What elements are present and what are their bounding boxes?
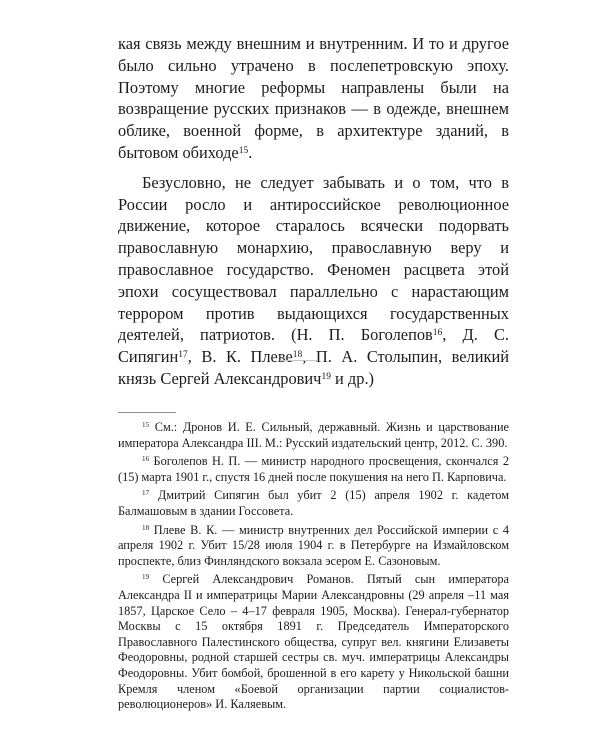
footnote-number: 16 — [142, 455, 150, 464]
footnote-number: 19 — [142, 573, 150, 582]
footnote-ref-17[interactable]: 17 — [178, 349, 188, 360]
footnotes — [118, 420, 509, 716]
footnote-text: Плеве В. К. — министр внутренних дел Российской империи с 4 апреля 1902 г. Убит 15/28 июля 1904 г. в Петербурге на Измайловском проспекте, близ Финляндского вокзала эсером Е. Сазоновым. — [118, 522, 509, 568]
footnote-19 — [118, 572, 509, 712]
footnote-text: См.: Дронов И. Е. Сильный, державный. Жизнь и царствование императора Александра III. М.: Русский издательский центр, 2012. С. 390. — [118, 420, 509, 450]
footnote-text: Сергей Александрович Романов. Пятый сын императора Александра II и императрицы Марии Александровны (29 апреля –11 мая 1857, Царское Село – 4–17 февраля 1905, Москва). Генерал-губернатор Москвы с 15 октября 1891 г. Председатель Императорского Православного Палестинского общества, супруг вел. княгини Елизаветы Феодоровны, родной старшей сестры св. муч. императрицы Александры Феодоровны. Убит бомбой, брошенной в его карету у Никольской башни Кремля членом «Боевой организации партии социалистов-революционеров» И. Каляевым. — [118, 572, 509, 712]
main-text — [118, 33, 509, 390]
footnote-16 — [118, 454, 509, 485]
paragraph-1-text: кая связь между внешним и внутренним. И то и другое было сильно утрачено в послепетровскую эпоху. Поэтому многие реформы направлены были на возвращение русских признаков — в одежде, внешнем облике, военной форме, в архитектуре зданий, в бытовом обиходе — [118, 34, 509, 162]
paragraph-1 — [118, 33, 509, 164]
footnote-ref-15[interactable]: 15 — [238, 145, 249, 156]
footnote-text: Боголепов Н. П. — министр народного просвещения, скончался 2 (15) марта 1901 г., спустя 16 дней после покушения на него П. Карповича. — [118, 454, 509, 484]
footnote-number: 15 — [142, 421, 150, 430]
paragraph-2-text-a: Безусловно, не следует забывать и о том, что в России росло и антироссийское революционное движение, которое старалось всячески подорвать православную монархию, православную веру и православное государство. Феномен расцвета этой эпохи сосуществовал параллельно с нарастающим террором против выдающихся государственных деятелей, патриотов. (Н. П. Боголепов — [118, 172, 509, 345]
section-separator — [280, 360, 318, 361]
footnote-text: Дмитрий Сипягин был убит 2 (15) апреля 1902 г. кадетом Балмашовым в здании Госсовета. — [118, 488, 509, 518]
footnote-rule — [118, 412, 176, 413]
paragraph-2-text-c: , В. К. Плеве — [187, 347, 293, 367]
paragraph-2-text-b: , Д. С. Сипягин — [118, 325, 509, 367]
footnote-18 — [118, 523, 509, 570]
footnote-ref-16[interactable]: 16 — [432, 328, 443, 339]
footnote-number: 18 — [142, 523, 150, 532]
footnote-17 — [118, 488, 509, 519]
footnote-15 — [118, 420, 509, 451]
footnote-ref-19[interactable]: 19 — [321, 371, 331, 382]
footnote-number: 17 — [142, 489, 150, 498]
paragraph-2-text-e: и др.) — [330, 368, 374, 388]
paragraph-1-tail: . — [248, 142, 253, 162]
paragraph-2-text-d: , П. А. Столыпин, великий князь Сергей Александрович — [118, 347, 509, 388]
paragraph-2 — [118, 172, 509, 390]
footnote-ref-18[interactable]: 18 — [292, 349, 303, 360]
